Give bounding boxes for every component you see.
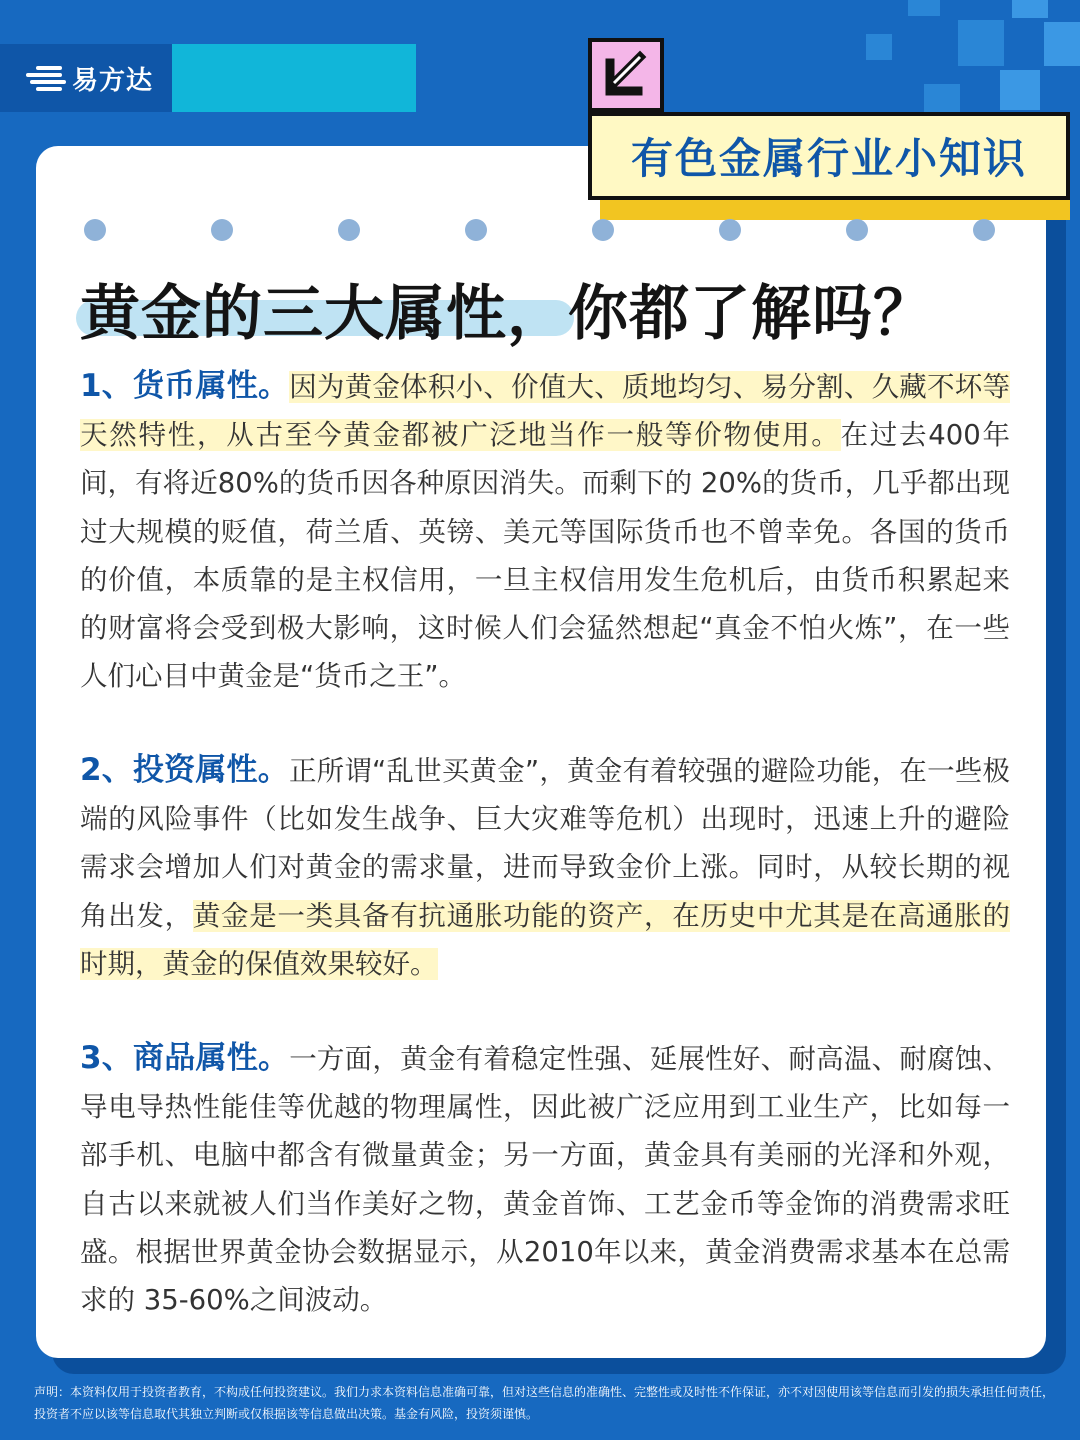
decor-square xyxy=(908,0,940,16)
decor-dot xyxy=(211,219,233,241)
decor-dot xyxy=(973,219,995,241)
section-commodity xyxy=(80,1034,1010,1324)
decor-dot xyxy=(592,219,614,241)
decor-square xyxy=(866,34,892,60)
category-tag: 有色金属行业小知识 xyxy=(588,112,1070,200)
decor-dot xyxy=(465,219,487,241)
decor-dot xyxy=(846,219,868,241)
highlighted-text: 黄金是一类具备有抗通胀功能的资产，在历史中尤其是在高通胀的时期，黄金的保值效果较好。 xyxy=(80,899,1010,980)
decor-square xyxy=(924,84,960,114)
brand-name: 易方达 xyxy=(72,65,154,96)
decor-dot xyxy=(84,219,106,241)
highlighted-text: 因为黄金体积小、价值大、质地均匀、易分割、久藏不坏等天然特性，从古至今黄金都被广泛地当作一般等价物使用。 xyxy=(80,371,1010,452)
decor-square xyxy=(1000,70,1040,110)
brand-logo xyxy=(0,44,172,112)
section-investment xyxy=(80,746,1010,988)
decor-dot xyxy=(338,219,360,241)
page-title: 黄金的三大属性，你都了解吗？ xyxy=(80,279,934,349)
section-text: 在过去400年间，有将近80%的货币因各种原因消失。而剩下的 20%的货币，几乎都出现过大规模的贬值，荷兰盾、英镑、美元等国际货币也不曾幸免。各国的货币的价值，本质靠的是主权信用，一旦主权信用发生危机后，由货币积累起来的财富将会受到极大影响，这时候人们会猛然想起“真金不怕火炼”，在一些人们心目中黄金是“货币之王”。 xyxy=(80,419,1010,693)
arrow-down-left-icon xyxy=(588,38,664,112)
section-heading: 2、投资属性。 xyxy=(80,752,289,788)
section-text: 正所谓“乱世买黄金”，黄金有着较强的避险功能，在一些极端的风险事件（比如发生战争、巨大灾难等危机）出现时，迅速上升的避险需求会增加人们对黄金的需求量，进而导致金价上涨。同时，从较长期的视角出发， xyxy=(80,755,1010,932)
decor-dot xyxy=(719,219,741,241)
logo-mark-icon xyxy=(26,64,66,92)
section-monetary xyxy=(80,362,1010,700)
section-text: 一方面，黄金有着稳定性强、延展性好、耐高温、耐腐蚀、导电导热性能佳等优越的物理属性，因此被广泛应用到工业生产，比如每一部手机、电脑中都含有微量黄金；另一方面，黄金具有美丽的光泽和外观，自古以来就被人们当作美好之物，黄金首饰、工艺金币等金饰的消费需求旺盛。根据世界黄金协会数据显示，从2010年以来，黄金消费需求基本在总需求的 35-60%之间波动。 xyxy=(80,1043,1010,1317)
disclaimer: 声明：本资料仅用于投资者教育，不构成任何投资建议。我们力求本资料信息准确可靠，但对这些信息的准确性、完整性或及时性不作保证，亦不对因使用该等信息而引发的损失承担任何责任，投资者不应以该等信息取代其独立判断或仅根据该等信息做出决策。基金有风险，投资须谨慎。 xyxy=(34,1385,1055,1421)
decor-square xyxy=(958,20,1004,66)
decor-square xyxy=(1012,0,1048,18)
section-heading: 1、货币属性。 xyxy=(80,368,290,404)
brand-banner xyxy=(172,44,416,112)
section-heading: 3、商品属性。 xyxy=(80,1040,290,1076)
decor-square xyxy=(1044,22,1080,66)
